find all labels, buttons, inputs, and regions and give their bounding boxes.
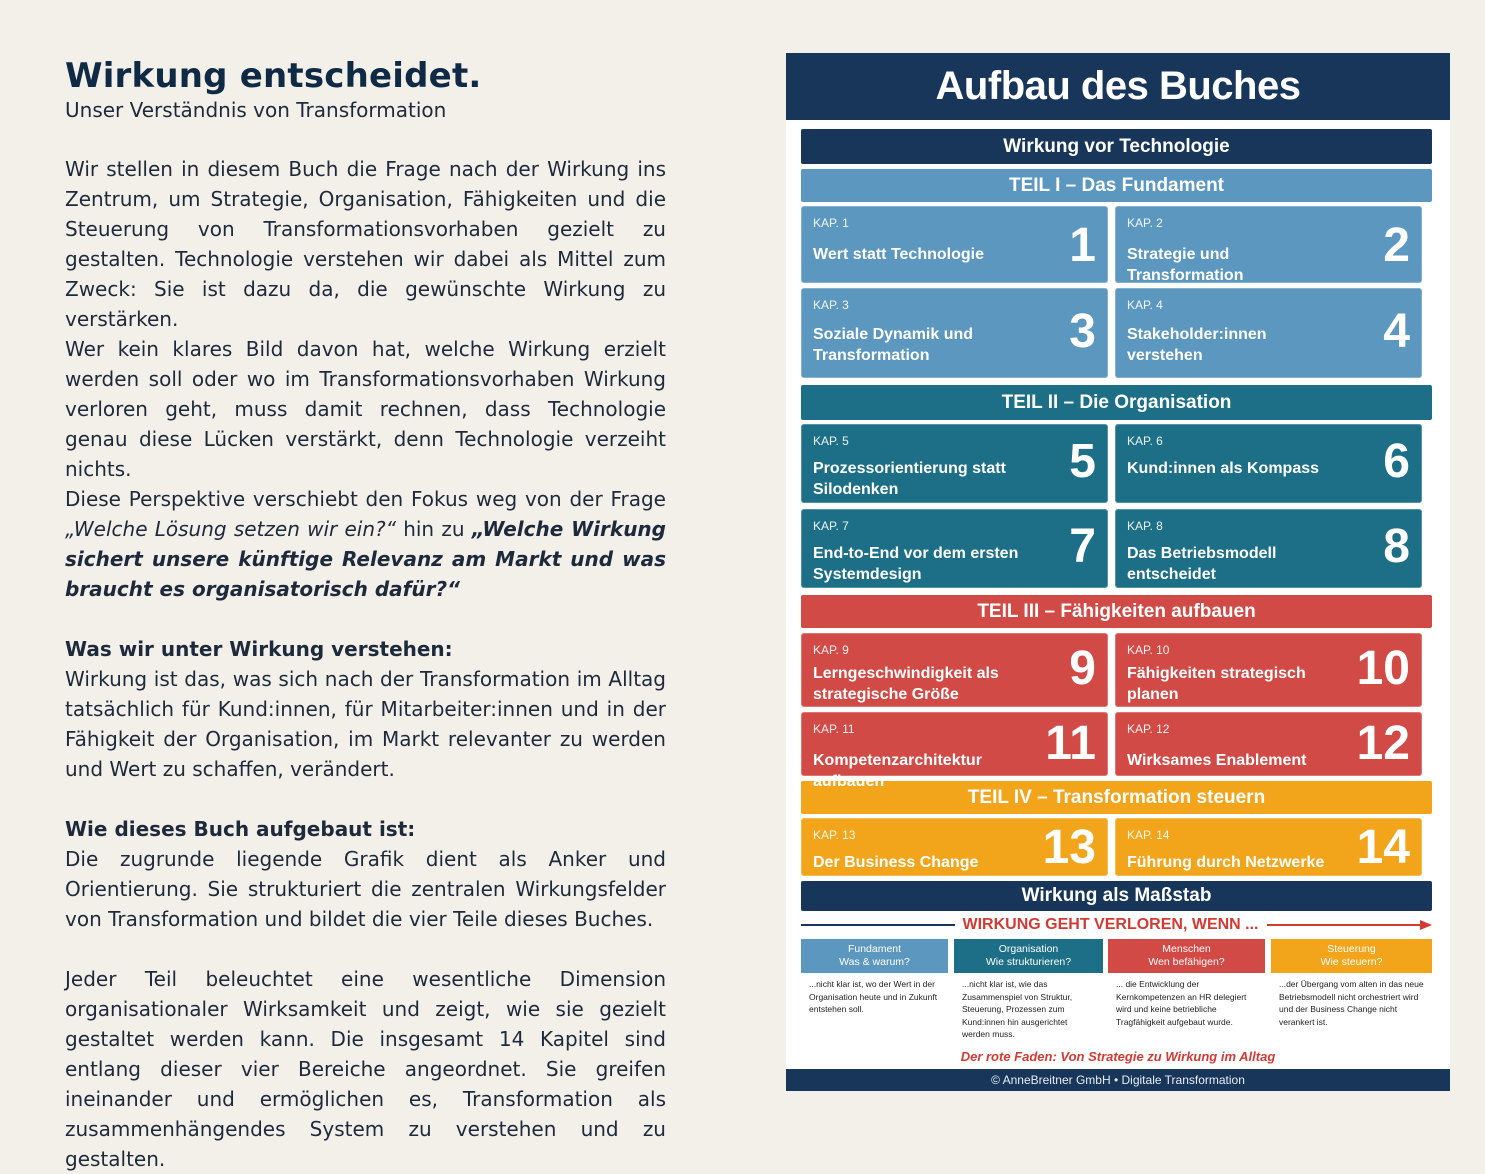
loss-column-header — [1271, 939, 1432, 973]
article-column — [65, 56, 666, 1174]
chapter-card-6 — [1115, 424, 1422, 503]
chapter-number: 8 — [1383, 520, 1410, 573]
chapter-kap-label: KAP. 9 — [813, 643, 849, 657]
loss-column-question: Wen befähigen? — [1148, 956, 1225, 968]
chapter-number: 6 — [1383, 435, 1410, 488]
loss-column-3 — [1108, 939, 1265, 1028]
chapter-title: Wirksames Enablement — [1127, 752, 1307, 769]
chapter-kap-label: KAP. 4 — [1127, 298, 1163, 312]
chapter-card-11 — [801, 712, 1108, 790]
band-top: Wirkung vor Technologie — [801, 129, 1432, 164]
chapter-kap-label: KAP. 3 — [813, 298, 849, 312]
loss-column-header — [801, 939, 948, 973]
paragraph-risk: Wer kein klares Bild davon hat, welche Wirkung erzielt werden soll oder wo im Transformationsvorhaben Wirkung verloren geht, muss damit rechnen, dass Technologie genau diese Lücken verstärkt, denn Technologie verzeiht nichts. — [65, 337, 666, 481]
chapter-number: 10 — [1356, 642, 1410, 695]
chapter-card-10 — [1115, 633, 1422, 707]
chapter-kap-label: KAP. 5 — [813, 434, 849, 448]
perspective-lead: Diese Perspektive verschiebt den Fokus weg von der Frage — [65, 487, 666, 511]
heading-impact: Was wir unter Wirkung verstehen: — [65, 637, 453, 661]
quote-solution: „Welche Lösung setzen wir ein?“ — [65, 517, 396, 541]
paragraph-impact-definition: Wirkung ist das, was sich nach der Transformation im Alltag tatsächlich für Kund:innen, für Mitarbeiter:innen und in der Fähigkeit der Organisation, im Markt relevanter zu werden und Wert zu schaffen, verändert. — [65, 667, 666, 781]
paragraph-structure: Die zugrunde liegende Grafik dient als Anker und Orientierung. Sie strukturiert die zentralen Wirkungsfelder von Transformation und bildet die vier Teile dieses Buches. — [65, 847, 666, 931]
chapter-kap-label: KAP. 8 — [1127, 519, 1163, 533]
chapter-title: End-to-End vor dem ersten Systemdesign — [813, 545, 1019, 583]
chapter-card-12 — [1115, 712, 1422, 776]
chapter-title: Wert statt Technologie — [813, 246, 984, 263]
loss-column-4 — [1271, 939, 1432, 1028]
chapter-number: 5 — [1069, 435, 1096, 488]
loss-column-area: Fundament — [847, 943, 902, 955]
band-bottom: Wirkung als Maßstab — [801, 881, 1432, 911]
chapter-title: Kund:innen als Kompass — [1127, 460, 1320, 477]
chapter-number: 3 — [1069, 305, 1096, 358]
loss-column-area: Organisation — [998, 943, 1059, 955]
chapter-kap-label: KAP. 2 — [1127, 216, 1163, 230]
page-subtitle: Unser Verständnis von Transformation — [65, 98, 447, 122]
chapter-number: 11 — [1045, 717, 1096, 770]
loss-column-text: ...nicht klar ist, wo der Wert in der Organisation heute und in Zukunft entstehen soll. — [809, 979, 938, 1014]
chapter-title: Fähigkeiten strategisch planen — [1127, 665, 1306, 703]
chapter-card-14 — [1115, 818, 1422, 876]
chapter-title: Lerngeschwindigkeit als strategische Größe — [813, 665, 999, 703]
chapter-card-3 — [801, 288, 1108, 378]
chapter-number: 9 — [1069, 642, 1096, 695]
graphic-footer: © AnneBreitner GmbH • Digitale Transformation — [786, 1069, 1450, 1091]
chapter-title: Kompetenzarchitektur aufbauen — [813, 752, 982, 790]
arrow-line-left — [801, 924, 955, 926]
chapter-card-8 — [1115, 509, 1422, 588]
loss-column-header — [1108, 939, 1265, 973]
chapter-kap-label: KAP. 1 — [813, 216, 849, 230]
chapter-card-13 — [801, 818, 1108, 876]
chapter-card-4 — [1115, 288, 1422, 378]
loss-column-2 — [954, 939, 1103, 1041]
perspective-link: hin zu — [395, 517, 472, 541]
loss-column-area: Menschen — [1162, 943, 1211, 955]
arrow-head-icon — [1420, 919, 1432, 931]
part-1-band: TEIL I – Das Fundament — [801, 169, 1432, 202]
chapter-number: 1 — [1069, 219, 1096, 272]
graphic-title: Aufbau des Buches — [786, 53, 1450, 120]
part-4-band: TEIL IV – Transformation steuern — [801, 781, 1432, 814]
part-2-band: TEIL II – Die Organisation — [801, 385, 1432, 420]
chapter-title: Stakeholder:innen verstehen — [1127, 326, 1267, 364]
chapter-title: Strategie und Transformation — [1127, 246, 1244, 284]
impact-loss-label: WIRKUNG GEHT VERLOREN, WENN ... — [962, 916, 1259, 933]
arrow-line-right — [1267, 924, 1421, 926]
chapter-kap-label: KAP. 14 — [1127, 828, 1170, 842]
loss-column-1 — [801, 939, 948, 1016]
chapter-title: Das Betriebsmodell entscheidet — [1127, 545, 1277, 583]
loss-column-question: Wie steuern? — [1320, 956, 1383, 968]
chapter-kap-label: KAP. 13 — [813, 828, 856, 842]
loss-column-text: ... die Entwicklung der Kernkompetenzen an HR delegiert wird und keine betriebliche Tragfähigkeit aufgebaut wurde. — [1116, 979, 1247, 1027]
chapter-number: 7 — [1069, 520, 1096, 573]
chapter-number: 13 — [1042, 821, 1096, 874]
chapter-kap-label: KAP. 10 — [1127, 643, 1170, 657]
chapter-number: 2 — [1383, 219, 1410, 272]
paragraph-intro: Wir stellen in diesem Buch die Frage nach der Wirkung ins Zentrum, um Strategie, Organisation, Fähigkeiten und die Steuerung von Transformationsvorhaben gezielt zu gestalten. Technologie verstehen wir dabei als Mittel zum Zweck: Sie ist dazu da, die gewünschte Wirkung zu verstärken. — [65, 157, 666, 331]
loss-column-header — [954, 939, 1103, 973]
loss-column-area: Steuerung — [1327, 943, 1376, 955]
chapter-number: 14 — [1356, 821, 1410, 874]
chapter-card-7 — [801, 509, 1108, 588]
part-3-band: TEIL III – Fähigkeiten aufbauen — [801, 595, 1432, 628]
chapter-kap-label: KAP. 12 — [1127, 722, 1170, 736]
loss-column-text: ...der Übergang vom alten in das neue Betriebsmodell nicht orchestriert wird und der Business Change nicht verankert ist. — [1279, 979, 1424, 1027]
loss-column-question: Was & warum? — [839, 956, 910, 968]
chapter-card-2 — [1115, 206, 1422, 283]
chapter-title: Prozessorientierung statt Silodenken — [813, 460, 1006, 498]
red-thread-caption: Der rote Faden: Von Strategie zu Wirkung im Alltag — [960, 1049, 1276, 1064]
impact-loss-arrow — [801, 914, 1432, 936]
book-structure-graphic — [786, 53, 1450, 1091]
page-title: Wirkung entscheidet. — [65, 56, 482, 96]
paragraph-parts: Jeder Teil beleuchtet eine wesentliche Dimension organisationaler Wirksamkeit und zeigt, wie sie gezielt gestaltet werden kann. Die insgesamt 14 Kapitel sind entlang dieser vier Bereiche angeordnet. Sie greifen ineinander und ermöglichen es, Transformation als zusammenhängendes System zu verstehen und zu gestalten. — [65, 967, 666, 1171]
loss-column-question: Wie strukturieren? — [985, 956, 1072, 968]
chapter-number: 12 — [1356, 717, 1410, 770]
paragraph-perspective — [65, 484, 666, 604]
chapter-card-9 — [801, 633, 1108, 707]
chapter-kap-label: KAP. 11 — [813, 722, 855, 736]
chapter-card-1 — [801, 206, 1108, 283]
loss-column-text: ...nicht klar ist, wie das Zusammenspiel von Struktur, Steuerung, Prozessen zum Kund:innen hin ausgerichtet werden muss. — [962, 979, 1073, 1039]
chapter-card-5 — [801, 424, 1108, 503]
chapter-number: 4 — [1383, 305, 1410, 358]
quote-impact: „Welche Wirkung sichert unsere künftige Relevanz am Markt und was braucht es organisatorisch dafür?“ — [65, 517, 666, 601]
chapter-title: Soziale Dynamik und Transformation — [813, 326, 974, 364]
chapter-kap-label: KAP. 7 — [813, 519, 849, 533]
chapter-title: Führung durch Netzwerke — [1127, 854, 1325, 871]
heading-structure: Wie dieses Buch aufgebaut ist: — [65, 817, 416, 841]
chapter-kap-label: KAP. 6 — [1127, 434, 1163, 448]
chapter-title: Der Business Change — [813, 854, 979, 871]
